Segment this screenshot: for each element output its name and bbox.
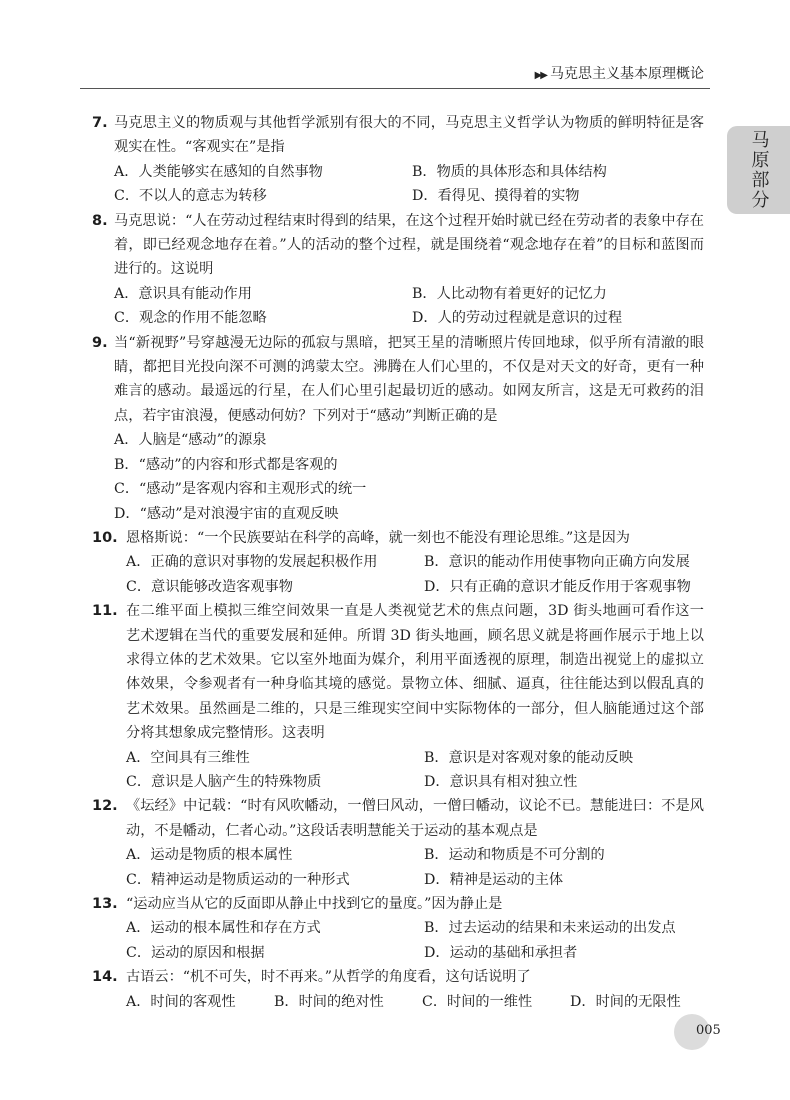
option-c: C．时间的一维性 — [422, 993, 533, 1010]
header-rule — [80, 88, 710, 89]
option-a: A．人类能够实在感知的自然事物 — [114, 163, 323, 180]
options — [114, 160, 704, 209]
question-stem: 古语云：“机不可失，时不再来。”从哲学的角度看，这句话说明了 — [126, 969, 531, 986]
option-d: D．“感动”是对浪漫宇宙的直观反映 — [114, 505, 339, 522]
options — [126, 843, 704, 892]
question-number: 9. — [92, 334, 108, 351]
side-tab — [727, 126, 790, 214]
option-d: D．人的劳动过程就是意识的过程 — [412, 310, 623, 327]
option-a: A．运动是物质的根本属性 — [126, 847, 293, 864]
question-12 — [92, 794, 704, 892]
options — [126, 746, 704, 795]
question-list — [92, 111, 704, 1014]
option-d: D．运动的基础和承担者 — [424, 944, 578, 961]
question-number: 12. — [92, 798, 118, 815]
running-head — [535, 63, 704, 83]
option-c: C．意识是人脑产生的特殊物质 — [126, 773, 322, 790]
question-8 — [92, 209, 704, 331]
option-b: B．运动和物质是不可分割的 — [424, 847, 605, 864]
option-b: B．意识是对客观对象的能动反映 — [424, 749, 634, 766]
question-stem: 《坛经》中记载：“时有风吹幡动，一僧曰风动，一僧曰幡动，议论不已。慧能进曰：不是风动，不是幡动，仁者心动。”这段话表明慧能关于运动的基本观点是 — [126, 798, 704, 839]
option-b: B．人比动物有着更好的记忆力 — [412, 285, 607, 302]
option-b: B．“感动”的内容和形式都是客观的 — [114, 456, 338, 473]
option-c: C．不以人的意志为转移 — [114, 188, 267, 205]
option-d: D．时间的无限性 — [570, 993, 681, 1010]
double-arrow-icon: ▶▶ — [534, 70, 546, 81]
option-b: B．意识的能动作用使事物向正确方向发展 — [424, 554, 690, 571]
question-number: 13. — [92, 896, 118, 912]
question-number: 10. — [92, 529, 118, 546]
question-11 — [92, 599, 704, 794]
option-a: A．意识具有能动作用 — [114, 285, 252, 302]
option-c: C．运动的原因和根据 — [126, 944, 265, 961]
question-stem: 恩格斯说：“一个民族要站在科学的高峰，就一刻也不能没有理论思维。”这是因为 — [126, 529, 630, 546]
question-number: 8. — [92, 212, 108, 229]
option-c: C．观念的作用不能忽略 — [114, 310, 267, 327]
question-number: 14. — [92, 969, 118, 986]
option-a: A．空间具有三维性 — [126, 749, 250, 766]
option-d: D．看得见、摸得着的实物 — [412, 188, 580, 205]
option-a: A．人脑是“感动”的源泉 — [114, 432, 267, 449]
option-b: B．物质的具体形态和具体结构 — [412, 163, 607, 180]
option-b: B．过去运动的结果和未来运动的出发点 — [424, 920, 676, 937]
option-c: C．精神运动是物质运动的一种形式 — [126, 871, 350, 888]
question-13 — [92, 892, 704, 965]
option-c: C．意识能够改造客观事物 — [126, 578, 293, 595]
option-c: C．“感动”是客观内容和主观形式的统一 — [114, 481, 367, 498]
page-number: 005 — [696, 1023, 721, 1038]
question-stem: 在二维平面上模拟三维空间效果一直是人类视觉艺术的焦点问题，3D 街头地画可看作这一艺术逻辑在当代的重要发展和延伸。所谓 3D 街头地画，顾名思义就是将画作展示于地上以求得立体的艺术效果。它以室外地面为媒介，利用平面透视的原理，制造出视觉上的虚拟立体效果，令参观者有一种身临其境的感觉。景物立体、细腻、逼真，往往能达到以假乱真的艺术效果。虽然画是二维的，只是三维现实空间中实际物体的一部分，但人脑能通过这个部分将其想象成完整情形。这表明 — [126, 603, 704, 742]
side-tab-label: 马原部分 — [748, 130, 770, 210]
question-7 — [92, 111, 704, 209]
options — [126, 990, 704, 1014]
option-a: A．时间的客观性 — [126, 993, 236, 1010]
options — [114, 282, 704, 331]
option-d: D．意识具有相对独立性 — [424, 773, 578, 790]
option-d: D．只有正确的意识才能反作用于客观事物 — [424, 578, 691, 595]
question-number: 11. — [92, 603, 118, 620]
question-number: 7. — [92, 115, 108, 131]
question-stem: “运动应当从它的反面即从静止中找到它的量度。”因为静止是 — [126, 896, 503, 912]
question-stem: 当“新视野”号穿越漫无边际的孤寂与黑暗，把冥王星的清晰照片传回地球，似乎所有清澈的眼睛，都把目光投向深不可测的鸿蒙太空。沸腾在人们心里的，不仅是对天文的好奇，更有一种难言的感动。最遥远的行星，在人们心里引起最切近的感动。如网友所言，这是无可救药的泪点，若宇宙浪漫，便感动何妨？下列对于“感动”判断正确的是 — [114, 334, 704, 424]
question-stem: 马克思说：“人在劳动过程结束时得到的结果，在这个过程开始时就已经在劳动者的表象中存在着，即已经观念地存在着。”人的活动的整个过程，就是围绕着“观念地存在着”的目标和蓝图而进行的。这说明 — [114, 212, 704, 278]
question-14 — [92, 965, 704, 1014]
option-d: D．精神是运动的主体 — [424, 871, 564, 888]
running-head-title: 马克思主义基本原理概论 — [550, 66, 704, 82]
options — [126, 916, 704, 965]
option-b: B．时间的绝对性 — [274, 993, 384, 1010]
question-stem: 马克思主义的物质观与其他哲学派别有很大的不同，马克思主义哲学认为物质的鲜明特征是客观实在性。“客观实在”是指 — [114, 115, 704, 156]
question-10 — [92, 526, 704, 599]
question-9 — [92, 331, 704, 526]
option-a: A．运动的根本属性和存在方式 — [126, 920, 321, 937]
options — [126, 550, 704, 599]
option-a: A．正确的意识对事物的发展起积极作用 — [126, 554, 378, 571]
options — [114, 428, 704, 526]
